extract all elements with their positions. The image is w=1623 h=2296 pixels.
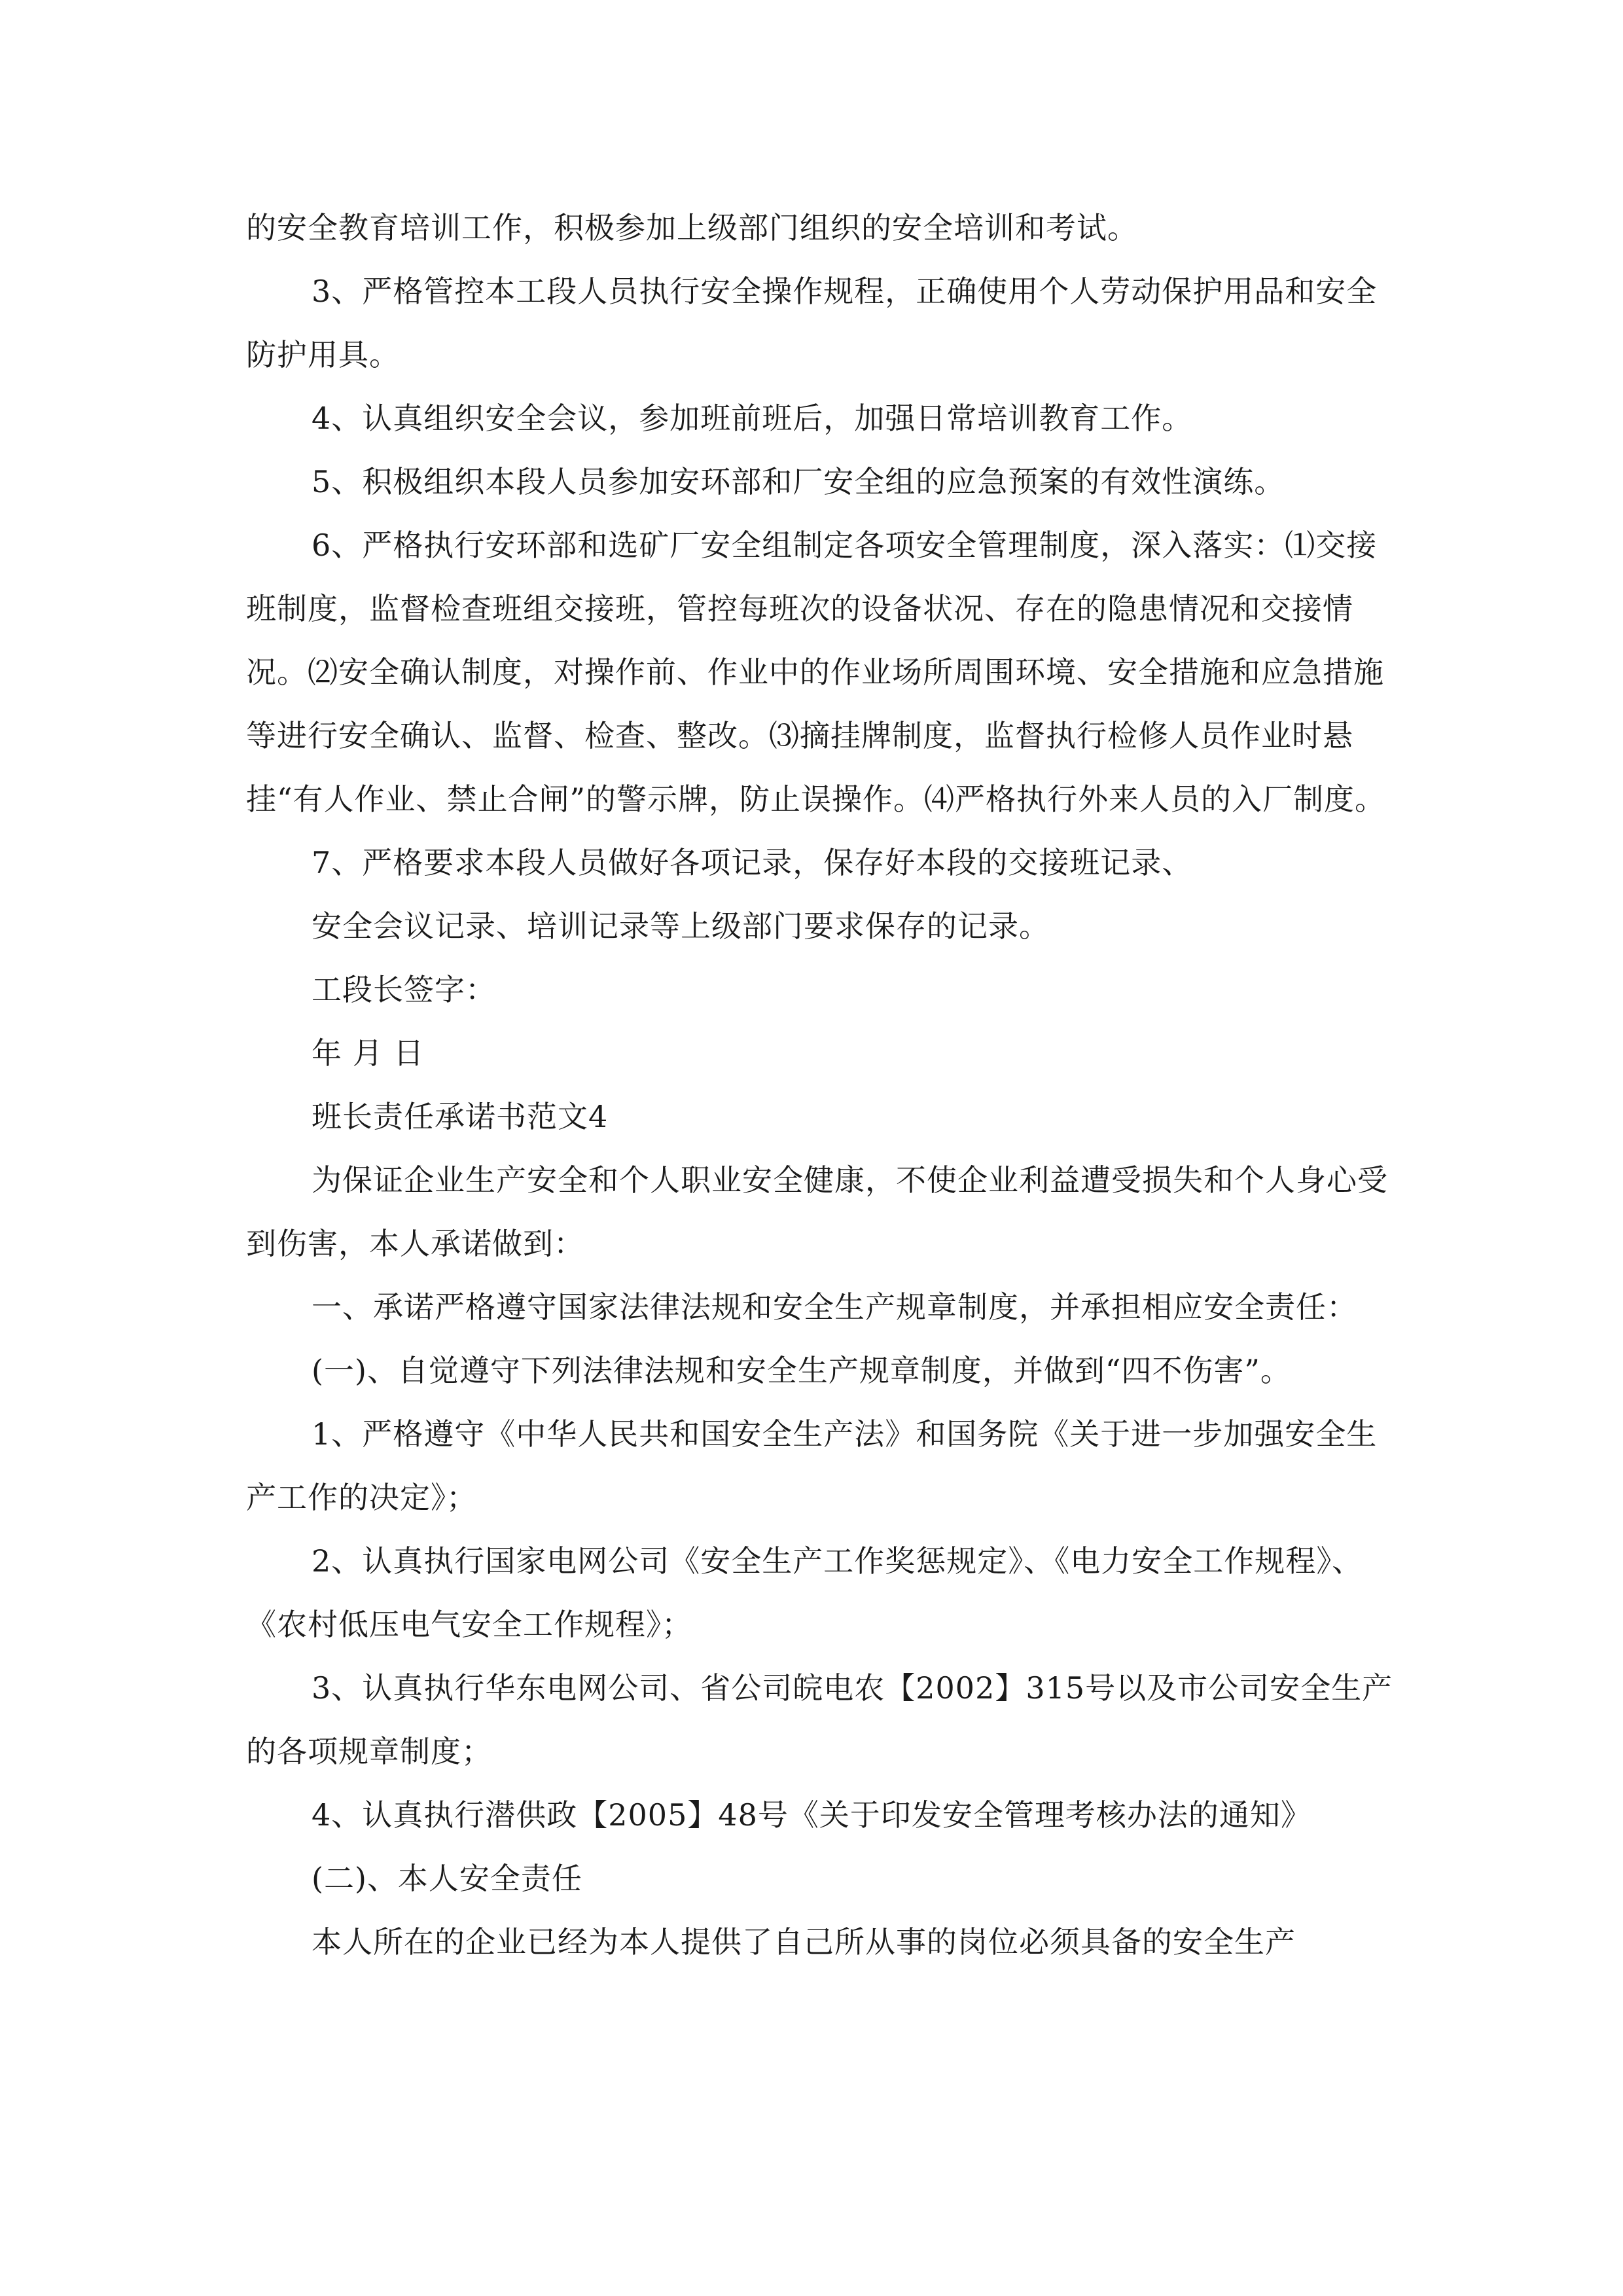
signature-label: 工段长签字： [312, 972, 496, 1007]
paragraph-item-5: 5、积极组织本段人员参加安环部和厂安全组的应急预案的有效性演练。 [312, 464, 1285, 499]
responsibility-paragraph: 本人所在的企业已经为本人提供了自己所从事的岗位必须具备的安全生产 [312, 1924, 1296, 1960]
date-line: 年 月 日 [312, 1035, 425, 1071]
paragraph-item-6: 6、严格执行安环部和选矿厂安全组制定各项安全管理制度，深入落实：⑴交接班制度，监督检查班组交接班，管控每班次的设备状况、存在的隐患情况和交接情况。⑵安全确认制度，对操作前、作业中的作业场所周围环境、安全措施和应急措施等进行安全确认、监督、检查、整改。⑶摘挂牌制度，监督执行检修人员作业时悬挂“有人作业、禁止合闸”的警示牌，防止误操作。⑷严格执行外来人员的入厂制度。 [246, 528, 1386, 817]
paragraph-item-3: 3、严格管控本工段人员执行安全操作规程，正确使用个人劳动保护用品和安全防护用具。 [246, 274, 1378, 372]
document-body [246, 196, 1398, 1974]
commitment-intro: 为保证企业生产安全和个人职业安全健康，不使企业利益遭受损失和个人身心受到伤害，本人承诺做到： [246, 1162, 1388, 1261]
paragraph-item-4: 4、认真组织安全会议，参加班前班后，加强日常培训教育工作。 [312, 401, 1193, 436]
law-item-1: 1、严格遵守《中华人民共和国安全生产法》和国务院《关于进一步加强安全生产工作的决定》； [246, 1416, 1378, 1515]
section-heading: 班长责任承诺书范文4 [312, 1099, 609, 1134]
law-item-3: 3、认真执行华东电网公司、省公司皖电农【2002】315号以及市公司安全生产的各项规章制度； [246, 1670, 1393, 1769]
commitment-subpoint-2: (二)、本人安全责任 [312, 1861, 582, 1896]
paragraph-item-7-continued: 安全会议记录、培训记录等上级部门要求保存的记录。 [312, 908, 1050, 944]
paragraph-1: 的安全教育培训工作，积极参加上级部门组织的安全培训和考试。 [246, 210, 1138, 245]
law-item-2: 2、认真执行国家电网公司《安全生产工作奖惩规定》、《电力安全工作规程》、《农村低压电气安全工作规程》； [246, 1543, 1363, 1642]
commitment-subpoint-1: (一)、自觉遵守下列法律法规和安全生产规章制度，并做到“四不伤害”。 [312, 1353, 1291, 1388]
commitment-point-1: 一、承诺严格遵守国家法律法规和安全生产规章制度，并承担相应安全责任： [312, 1289, 1357, 1325]
law-item-4: 4、认真执行潜供政【2005】48号《关于印发安全管理考核办法的通知》 [312, 1797, 1311, 1833]
paragraph-item-7: 7、严格要求本段人员做好各项记录，保存好本段的交接班记录、 [312, 845, 1193, 880]
